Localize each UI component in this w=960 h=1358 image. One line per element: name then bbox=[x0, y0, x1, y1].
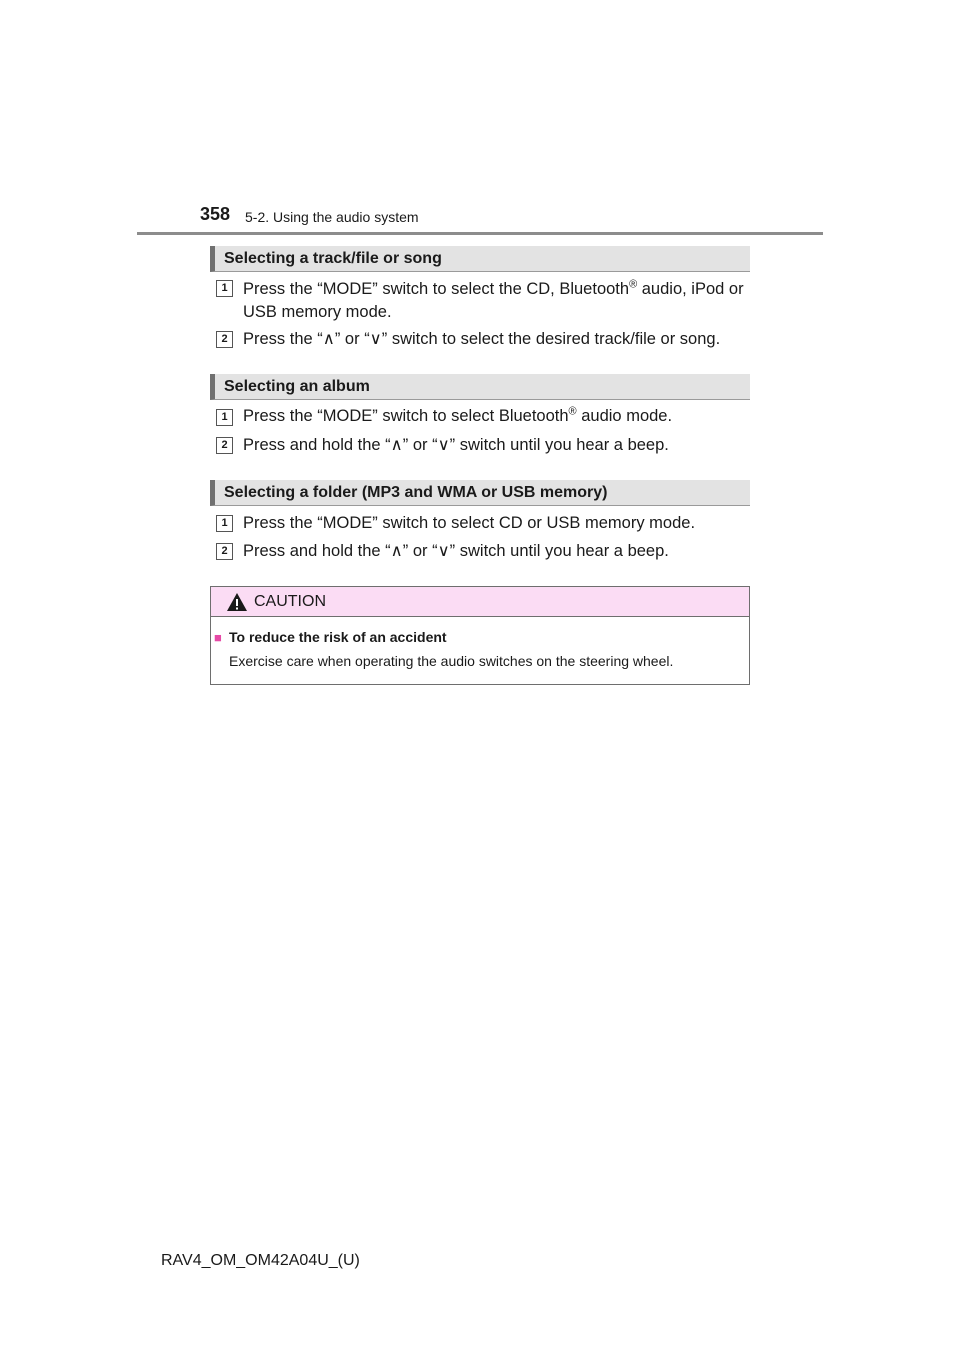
page-number: 358 bbox=[200, 204, 231, 224]
step-text: Press the “MODE” switch to select CD or USB memory mode. bbox=[243, 514, 696, 532]
section-heading-folder bbox=[210, 480, 750, 506]
caution-title: CAUTION bbox=[254, 593, 326, 610]
step-number-badge: 1 bbox=[216, 515, 233, 532]
warning-triangle-icon bbox=[226, 592, 248, 612]
header-rule bbox=[137, 232, 823, 235]
step-number-badge: 2 bbox=[216, 331, 233, 348]
footer-code: RAV4_OM_OM42A04U_(U) bbox=[161, 1252, 360, 1269]
caution-header bbox=[211, 587, 749, 617]
caution-text: Exercise care when operating the audio switches on the steering wheel. bbox=[229, 653, 674, 669]
section-title: Selecting an album bbox=[224, 378, 370, 395]
step-text-part: audio, iPod or USB memory mode. bbox=[243, 280, 744, 321]
step-number-badge: 2 bbox=[216, 437, 233, 454]
chapter-title: 5-2. Using the audio system bbox=[245, 209, 419, 225]
section-heading-track bbox=[210, 246, 750, 272]
step-number-badge: 1 bbox=[216, 280, 233, 297]
step-text: Press and hold the “∧” or “∨” switch until you hear a beep. bbox=[243, 542, 669, 560]
step-number-badge: 2 bbox=[216, 543, 233, 560]
step-text-part: audio mode. bbox=[576, 407, 673, 425]
caution-box bbox=[210, 586, 750, 685]
step-text-part: Press the “MODE” switch to select the CD, Bluetooth bbox=[243, 280, 630, 298]
section-heading-album bbox=[210, 374, 750, 400]
section-title: Selecting a folder (MP3 and WMA or USB memory) bbox=[224, 484, 608, 501]
step-text bbox=[243, 278, 748, 324]
step-text bbox=[243, 405, 748, 428]
caution-bullet: ■ bbox=[214, 630, 222, 645]
step-text: Press and hold the “∧” or “∨” switch until you hear a beep. bbox=[243, 436, 669, 454]
caution-subtitle: To reduce the risk of an accident bbox=[229, 629, 447, 645]
registered-mark: ® bbox=[629, 278, 638, 291]
step-number-badge: 1 bbox=[216, 409, 233, 426]
registered-mark: ® bbox=[568, 405, 577, 418]
step-text: Press the “∧” or “∨” switch to select the desired track/file or song. bbox=[243, 330, 721, 348]
section-title: Selecting a track/file or song bbox=[224, 250, 442, 267]
step-text-part: Press the “MODE” switch to select Bluetooth bbox=[243, 407, 569, 425]
